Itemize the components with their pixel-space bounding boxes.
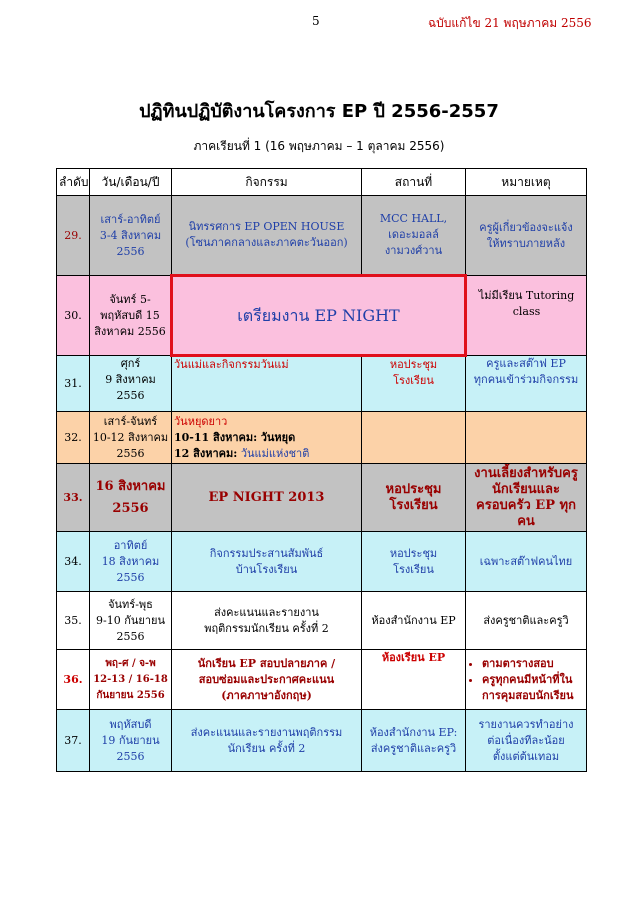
table-row <box>57 276 587 356</box>
date-line: ศุกร์ <box>120 357 141 370</box>
note-line: เฉพาะสต๊าฟคนไทย <box>479 554 573 568</box>
date-line: พฤ-ศ / จ-พ <box>105 657 156 669</box>
revision-date: ฉบับแก้ไข 21 พฤษภาคม 2556 <box>428 16 592 30</box>
col-header-note: หมายเหตุ <box>466 169 587 196</box>
note-line: ครูผู้เกี่ยวข้องจะแจ้ง <box>479 220 573 234</box>
row-place <box>362 464 466 532</box>
col-header-date: วัน/เดือน/ปี <box>90 169 172 196</box>
table-row <box>57 464 587 532</box>
row-place <box>362 196 466 276</box>
row-number: 35. <box>57 592 90 650</box>
row-date <box>90 412 172 464</box>
row-activity-highlight <box>172 276 466 356</box>
row-place <box>362 592 466 650</box>
activity-line: บ้านโรงเรียน <box>235 562 298 576</box>
activity-line: (โซนภาคกลางและภาคตะวันออก) <box>185 236 348 249</box>
activity-line: วันหยุดยาว <box>174 414 228 428</box>
table-row <box>57 356 587 412</box>
place-line: หอประชุม <box>389 358 438 371</box>
page-title: ปฏิทินปฏิบัติงานโครงการ EP ปี 2556-2557 <box>139 101 499 122</box>
row-number: 34. <box>57 532 90 592</box>
row-place <box>362 356 466 412</box>
date-line: เสาร์-จันทร์ <box>103 414 158 428</box>
place-line: หอประชุม <box>385 481 442 497</box>
date-line: 19 กันยายน <box>101 733 160 747</box>
date-line: 3-4 สิงหาคม <box>99 228 162 242</box>
table-row <box>57 650 587 710</box>
date-line: 2556 <box>116 629 145 643</box>
row-place <box>362 412 466 464</box>
row-activity <box>172 592 362 650</box>
date-line: 2556 <box>116 244 145 258</box>
row-note <box>466 710 587 772</box>
date-line: เสาร์-อาทิตย์ <box>100 212 161 226</box>
place-line: ส่งครูชาติและครูวิ <box>370 741 457 755</box>
date-line: พฤหัสบดี <box>109 717 152 731</box>
note-line: การคุมสอบนักเรียน <box>482 688 574 702</box>
activity-date-label: 10-11 สิงหาคม: <box>174 430 258 444</box>
place-line: โรงเรียน <box>393 562 434 576</box>
page-subtitle: ภาคเรียนที่ 1 (16 พฤษภาคม – 1 ตุลาคม 2556) <box>193 139 445 153</box>
row-activity <box>172 710 362 772</box>
date-line: 18 สิงหาคม <box>101 554 160 568</box>
note-line: ครูและสต๊าฟ EP <box>486 357 566 370</box>
row-note <box>466 464 587 532</box>
row-place <box>362 710 466 772</box>
note-line: ต่อเนื่องทีละน้อย <box>487 733 565 747</box>
date-line: 2556 <box>116 749 145 763</box>
activity-line: วันแม่และกิจกรรมวันแม่ <box>174 358 289 371</box>
row-number: 36. <box>57 650 90 710</box>
note-line: ให้ทราบภายหลัง <box>486 236 566 250</box>
row-place <box>362 532 466 592</box>
row-date <box>90 592 172 650</box>
col-header-place: สถานที่ <box>362 169 466 196</box>
row-number: 32. <box>57 412 90 464</box>
table-row <box>57 710 587 772</box>
note-line: ครอบครัว EP ทุกคน <box>476 497 576 529</box>
note-line: ส่งครูชาติและครูวิ <box>483 613 569 627</box>
note-line: ทุกคนเข้าร่วมกิจกรรม <box>473 373 579 386</box>
place-line: MCC HALL, <box>379 212 448 225</box>
activity-line: ส่งคะแนนและรายงาน <box>214 605 319 619</box>
activity-line: นิทรรศการ EP OPEN HOUSE <box>188 220 345 233</box>
place-line: หอประชุม <box>389 546 438 560</box>
note-line: ไม่มีเรียน Tutoring class <box>478 289 575 318</box>
row-note <box>466 532 587 592</box>
table-row <box>57 196 587 276</box>
note-line: ครูทุกคนมีหน้าที่ใน <box>482 672 573 686</box>
date-line: 12-13 / 16-18 <box>93 673 168 685</box>
activity-line: วันหยุด <box>260 430 296 444</box>
col-header-no: ลำดับ <box>57 169 90 196</box>
activity-line: พฤติกรรมนักเรียน ครั้งที่ 2 <box>204 621 329 635</box>
row-number: 33. <box>57 464 90 532</box>
date-line: จันทร์-พุธ <box>108 597 153 611</box>
note-bullet-list <box>468 656 584 704</box>
table-row <box>57 532 587 592</box>
row-activity <box>172 196 362 276</box>
activity-line: (ภาคภาษาอังกฤษ) <box>221 688 312 702</box>
row-date <box>90 196 172 276</box>
row-note <box>466 650 587 710</box>
date-line: อาทิตย์ <box>113 538 148 552</box>
note-line: รายงานควรทำอย่าง <box>478 717 574 731</box>
table-header-row <box>57 169 587 196</box>
row-note <box>466 412 587 464</box>
row-note <box>466 276 587 356</box>
row-date <box>90 464 172 532</box>
date-line: 2556 <box>112 500 149 516</box>
row-activity <box>172 464 362 532</box>
row-activity <box>172 532 362 592</box>
row-date <box>90 356 172 412</box>
activity-line: นักเรียน ครั้งที่ 2 <box>227 741 306 755</box>
activity-line: นักเรียน EP สอบปลายภาค / <box>197 656 336 670</box>
date-line: 16 สิงหาคม <box>95 478 166 494</box>
place-line: งามวงศ์วาน <box>384 244 443 257</box>
date-line: สิงหาคม 2556 <box>94 324 166 338</box>
row-note <box>466 196 587 276</box>
date-line: 10-12 สิงหาคม <box>92 430 169 444</box>
place-line: โรงเรียน <box>393 374 434 387</box>
activity-line: เตรียมงาน EP NIGHT <box>237 305 400 325</box>
place-line: โรงเรียน <box>389 497 438 513</box>
place-line: ห้องสำนักงาน EP: <box>369 725 458 739</box>
activity-line: วันแม่แห่งชาติ <box>240 446 310 460</box>
row-date <box>90 532 172 592</box>
row-number: 30. <box>57 276 90 356</box>
place-line: ห้องสำนักงาน EP <box>371 613 456 627</box>
row-note <box>466 592 587 650</box>
note-line: นักเรียนและ <box>491 481 560 497</box>
row-activity <box>172 356 362 412</box>
row-place <box>362 650 466 710</box>
row-activity <box>172 412 362 464</box>
activity-line: EP NIGHT 2013 <box>208 489 325 505</box>
date-line: กันยายน 2556 <box>96 689 165 701</box>
row-number: 29. <box>57 196 90 276</box>
row-number: 31. <box>57 356 90 412</box>
row-activity <box>172 650 362 710</box>
date-line: 2556 <box>116 446 145 460</box>
table-row <box>57 412 587 464</box>
note-bullet: • ตามตารางสอบ <box>482 656 584 672</box>
row-note <box>466 356 587 412</box>
activity-line: กิจกรรมประสานสัมพันธ์ <box>209 546 324 560</box>
date-line: พฤหัสบดี 15 <box>100 308 160 322</box>
note-line: ตั้งแต่ต้นเทอม <box>492 749 560 763</box>
row-number: 37. <box>57 710 90 772</box>
place-line: ห้องเรียน EP <box>381 651 446 664</box>
date-line: จันทร์ 5- <box>109 292 151 306</box>
col-header-activity: กิจกรรม <box>172 169 362 196</box>
date-line: 2556 <box>116 570 145 584</box>
note-bullet <box>482 672 584 704</box>
activity-line: ส่งคะแนนและรายงานพฤติกรรม <box>190 725 343 739</box>
row-date <box>90 650 172 710</box>
place-line: เดอะมอลล์ <box>388 228 439 241</box>
activity-date-label: 12 สิงหาคม: <box>174 446 238 460</box>
page-number: 5 <box>312 14 320 28</box>
note-line: งานเลี้ยงสำหรับครู <box>474 465 578 481</box>
date-line: 9 สิงหาคม <box>105 373 156 386</box>
row-date <box>90 710 172 772</box>
date-line: 9-10 กันยายน <box>96 613 165 627</box>
activity-line: สอบซ่อมและประกาศคะแนน <box>198 672 335 686</box>
table-row <box>57 592 587 650</box>
date-line: 2556 <box>116 389 145 402</box>
row-date <box>90 276 172 356</box>
schedule-table <box>56 168 587 772</box>
